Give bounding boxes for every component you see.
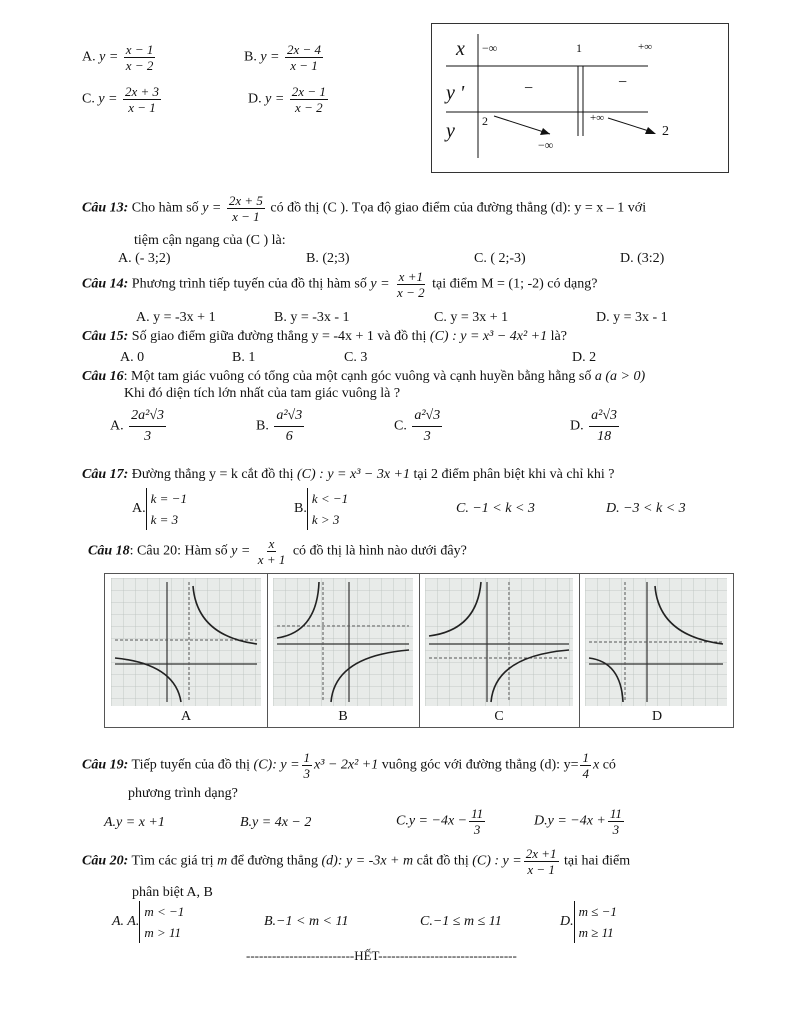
table-x-neg-inf: −∞ [482, 41, 498, 55]
table-yp-sign-right: − [618, 74, 628, 91]
q18-stem: Câu 18: Câu 20: Hàm số y = $\frac{x}{x + 1}$ có đồ thị là hình nào dưới đây? [88, 536, 467, 567]
q16-option-c: C. $\frac{\text{a²√3}}{3}$ [394, 408, 441, 444]
table-x-label: x [456, 38, 465, 60]
q14-option-a: A. y = -3x + 1 [136, 310, 216, 325]
variation-table [431, 23, 729, 173]
graph-cell-c [419, 574, 580, 727]
q14-option-c: C. y = 3x + 1 [434, 310, 509, 325]
q15-option-a: A. 0 [120, 350, 145, 365]
q20-option-d: D. m ≤ −1 m ≥ 11 [560, 901, 617, 943]
q17-option-b: B. k < −1 k > 3 [294, 488, 348, 530]
q20-option-c: C.−1 ≤ m ≤ 11 [420, 914, 502, 929]
q19-stem: Câu 19: Tiếp tuyến của đồ thị (C): y = $\frac{1}{3}$ x³ − 2x² +1 vuông góc với đường thẳng (d): y= $\frac{1}{4}$ x có [82, 750, 616, 781]
table-yp-sign-left: − [524, 80, 534, 97]
q16-line2: Khi đó diện tích lớn nhất của tam giác vuông là ? [124, 386, 401, 401]
q13-line2: tiệm cận ngang của (C ) là: [134, 233, 286, 248]
q12-option-b: B. y = $\frac{2x - 4}{x - 1}$ [244, 42, 322, 73]
q19-option-b: B.y = 4x − 2 [240, 815, 312, 830]
q16-option-d: D. $\frac{\text{a²√3}}{18}$ [570, 408, 618, 444]
q20-option-a: A. A. m < −1 m > 11 [112, 901, 184, 943]
table-y-left-2: 2 [482, 114, 488, 128]
graph-label-a: A [180, 709, 192, 724]
q18-graph-table [104, 573, 734, 728]
table-y-right-2: 2 [662, 124, 669, 139]
table-y-label: y [446, 120, 455, 142]
q17-option-a: A. k = −1 k = 3 [132, 488, 187, 530]
table-x-pos-inf: +∞ [638, 41, 653, 53]
q12-option-d: D. y = $\frac{2x - 1}{x - 2}$ [248, 84, 326, 115]
q17-stem: Câu 17: Đường thẳng y = k cắt đồ thị (C) : y = x³ − 3x +1 tại 2 điểm phân biệt khi và chỉ khi ? [82, 467, 615, 482]
q20-stem: Câu 20: Tìm các giá trị m để đường thẳng (d): y = -3x + m cắt đồ thị (C) : y = $\frac{2x +1}{x - 1}$ tại hai điểm [82, 846, 631, 877]
graph-a-image [111, 578, 261, 706]
q14-option-b: B. y = -3x - 1 [274, 310, 350, 325]
q17-option-c: C. −1 < k < 3 [456, 501, 535, 516]
graph-d-image [585, 578, 727, 706]
table-y-pos-inf: +∞ [590, 112, 605, 124]
q13-option-a: A. (- 3;2) [118, 251, 171, 266]
q19-option-d: D.y = −4x + $\frac{11}{3}$ [534, 806, 622, 837]
q16-option-a: A. $\frac{\text{2a²√3}}{3}$ [110, 408, 165, 444]
q15-stem: Câu 15: Số giao điểm giữa đường thẳng y = -4x + 1 và đồ thị (C) : y = x³ − 4x² +1 là? [82, 329, 567, 344]
q13-option-b: B. (2;3) [306, 251, 350, 266]
q14-stem: Câu 14: Phương trình tiếp tuyến của đồ thị hàm số y = $\frac{x +1}{x - 2}$ tại điểm M = (1; -2) có dạng? [82, 269, 598, 300]
q17-option-d: D. −3 < k < 3 [606, 501, 686, 516]
q19-option-c: C.y = −4x − $\frac{11}{3}$ [396, 806, 484, 837]
end-of-test-footer: -------------------------HẾT-------------------------------- [246, 948, 517, 963]
graph-label-d: D [651, 709, 663, 724]
q16-option-b: B. $\frac{\text{a²√3}}{6}$ [256, 408, 303, 444]
q20-line2: phân biệt A, B [132, 885, 213, 900]
graph-c-image [425, 578, 573, 706]
graph-label-c: C [494, 709, 504, 724]
graph-label-b: B [338, 709, 348, 724]
q15-option-c: C. 3 [344, 350, 368, 365]
q12-option-a: A. y = $\frac{x - 1}{x - 2}$ [82, 42, 154, 73]
graph-b-image [273, 578, 413, 706]
q13-stem: Câu 13: Cho hàm số y = $\frac{2x + 5}{x - 1}$ có đồ thị (C ). Tọa độ giao điểm của đường thẳng (d): y = x – 1 với [82, 193, 647, 224]
table-x-one: 1 [576, 41, 582, 55]
graph-cell-d [579, 574, 735, 727]
q19-option-a: A.y = x +1 [104, 815, 165, 830]
table-y-neg-inf: −∞ [538, 138, 554, 152]
q12-option-c: C. y = $\frac{2x + 3}{x - 1}$ [82, 84, 160, 115]
q13-option-d: D. (3:2) [620, 251, 665, 266]
q14-option-d: D. y = 3x - 1 [596, 310, 668, 325]
q19-line2: phương trình dạng? [128, 786, 238, 801]
q15-option-b: B. 1 [232, 350, 256, 365]
q16-stem: Câu 16: Một tam giác vuông có tổng của một cạnh góc vuông và cạnh huyền bằng hằng số a (a > 0) [82, 369, 646, 384]
table-yprime-label: y ' [446, 82, 465, 104]
graph-cell-b [267, 574, 420, 727]
graph-cell-a [105, 574, 268, 727]
q13-option-c: C. ( 2;-3) [474, 251, 526, 266]
q15-option-d: D. 2 [572, 350, 597, 365]
q20-option-b: B.−1 < m < 11 [264, 914, 349, 929]
